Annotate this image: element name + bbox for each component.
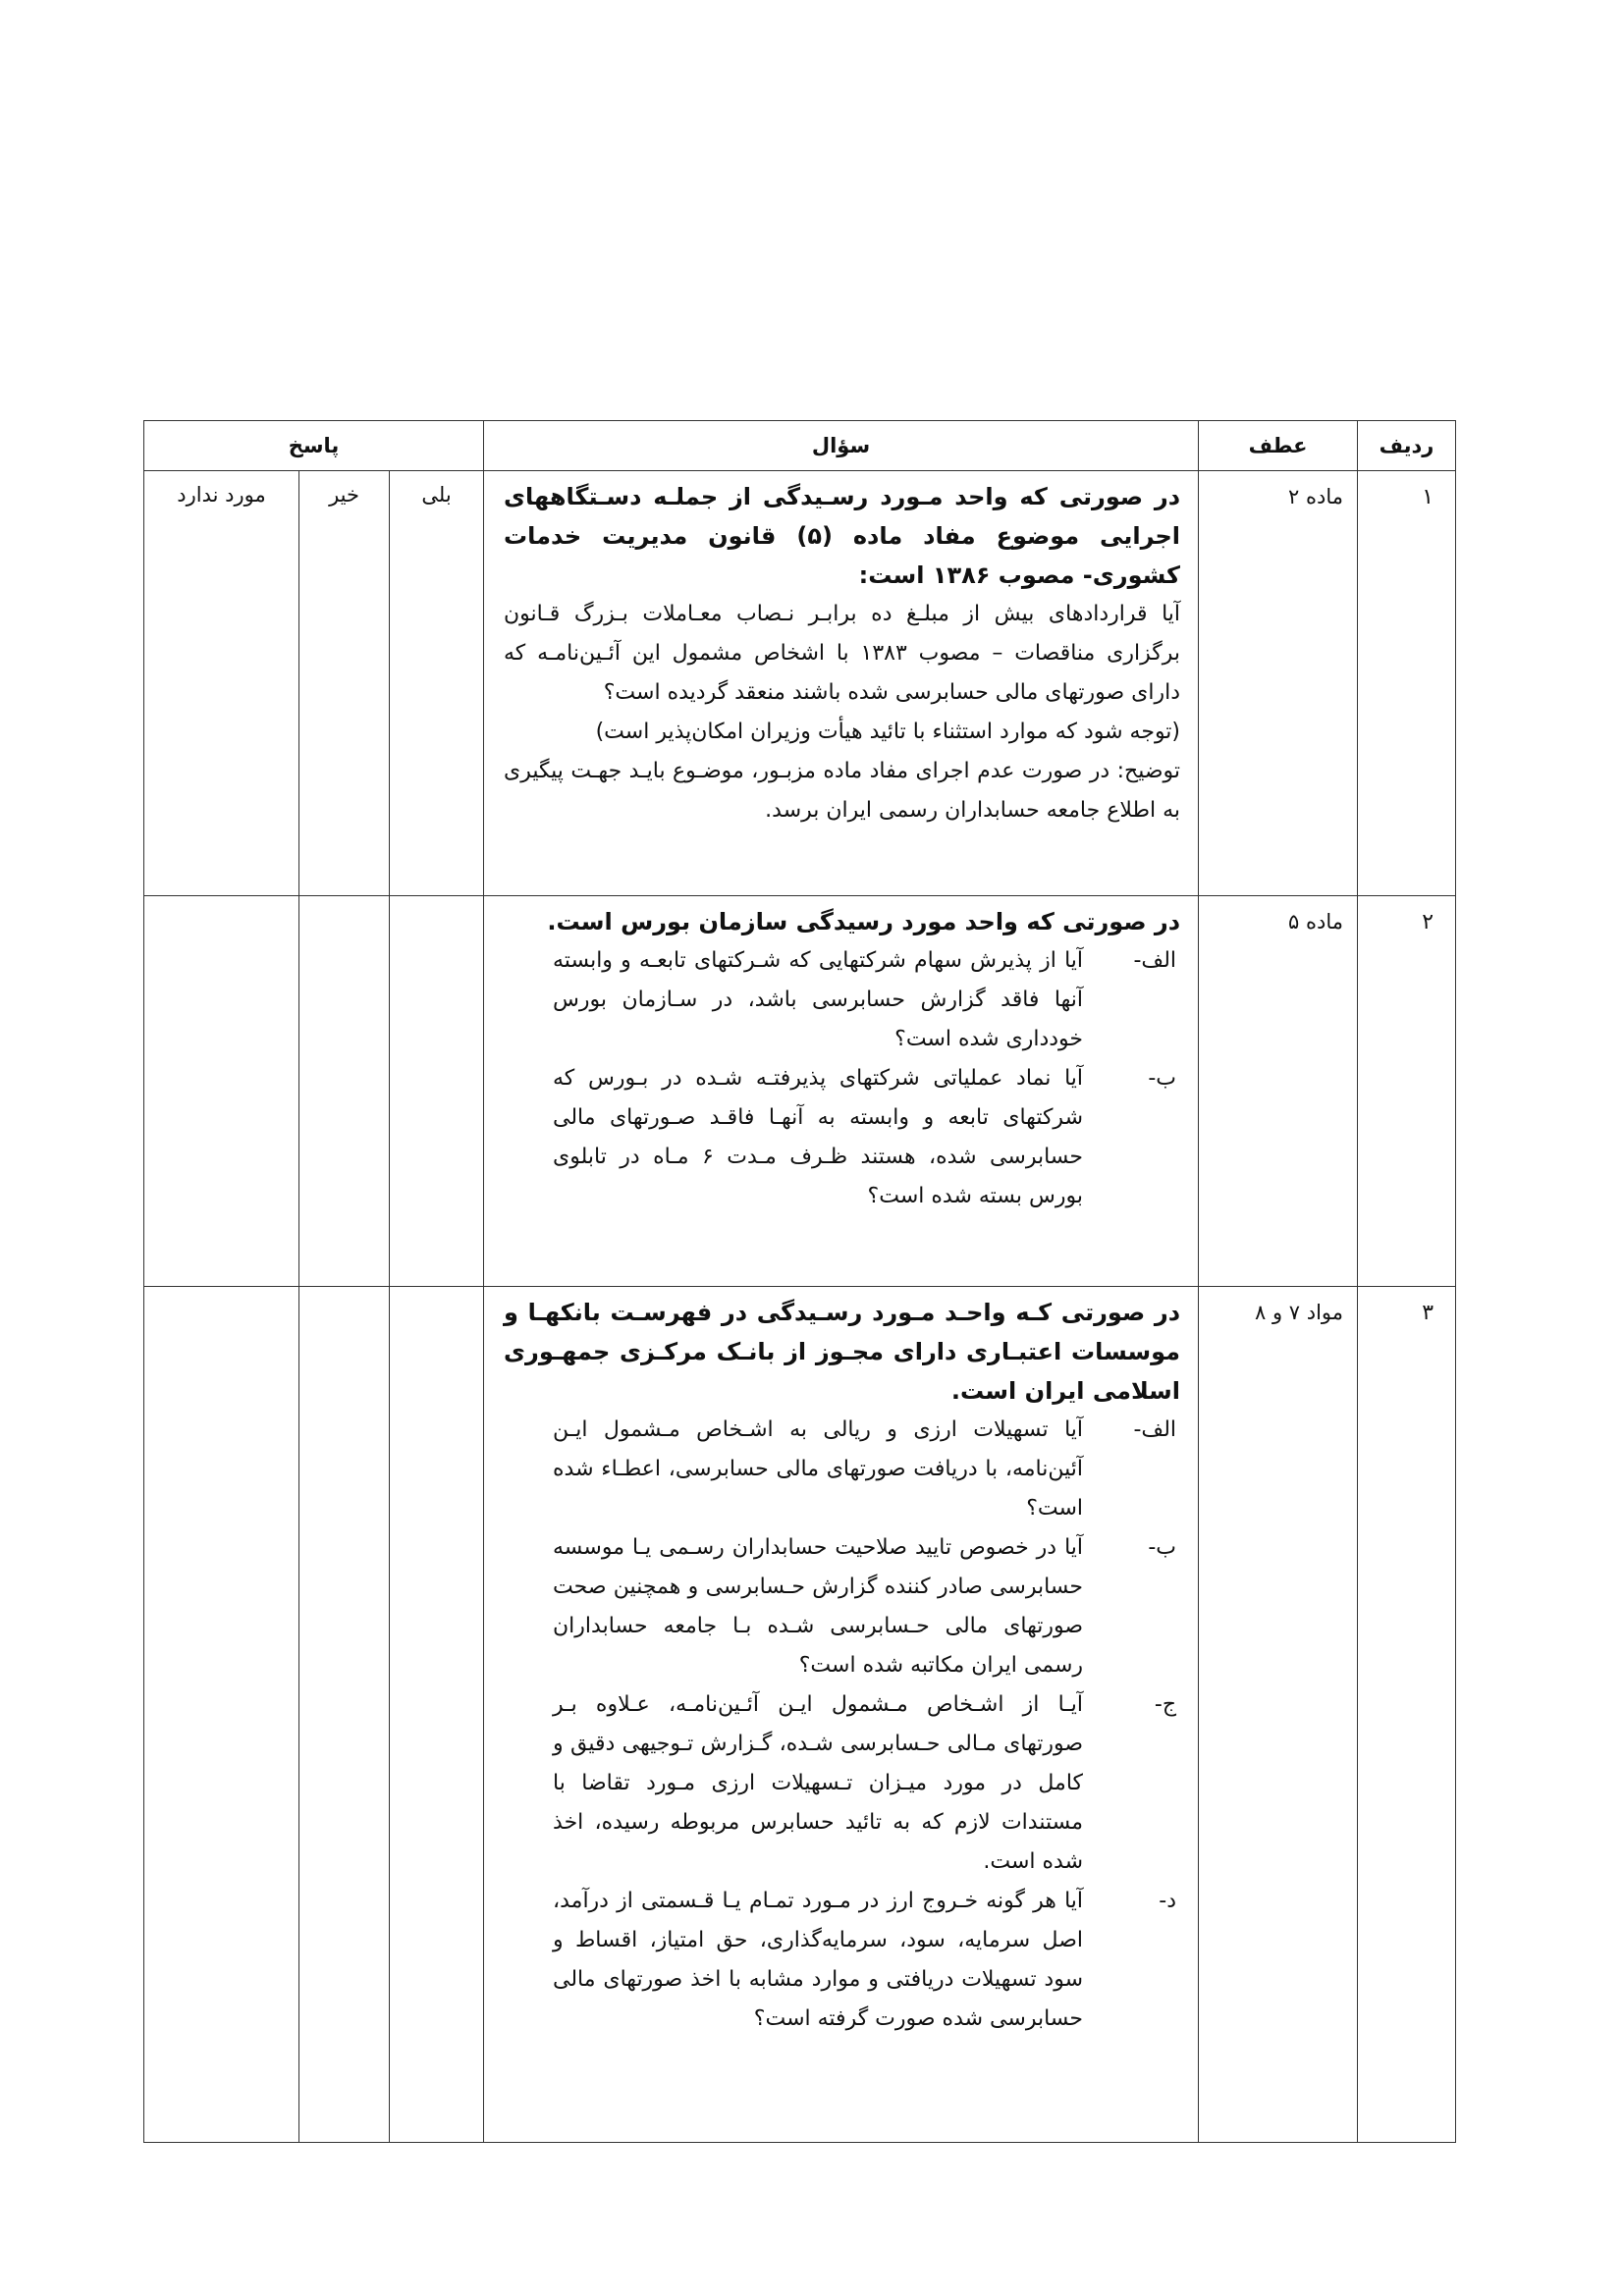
answer-yes-cell[interactable]: بلی xyxy=(390,471,484,896)
answer-na-cell[interactable]: مورد ندارد xyxy=(144,471,299,896)
question-body: آیا قراردادهای بیش از مبلـغ ده برابـر نـصاب معـاملات بـزرگ قـانون برگزاری مناقصات – مصوب ۱۳۸۳ با اشخاص مشمول این آئـین‌نامـه که دارای صورتهای مالی حسابرسی شده باشند منعقد گردیده است؟ xyxy=(504,602,1181,705)
sub-question xyxy=(504,1411,1180,1528)
question-lead: در صورتی که واحد مورد رسیدگی سازمان بورس است. xyxy=(547,908,1181,935)
row-number: ۲ xyxy=(1358,896,1456,1287)
header-ref: عطف xyxy=(1199,421,1358,471)
answer-na-cell[interactable] xyxy=(144,1287,299,2143)
question-cell xyxy=(484,471,1199,896)
table-row xyxy=(144,471,1456,896)
header-question: سؤال xyxy=(484,421,1199,471)
header-row-no: ردیف xyxy=(1358,421,1456,471)
table-row xyxy=(144,896,1456,1287)
table-row xyxy=(144,1287,1456,2143)
header-row xyxy=(144,421,1456,471)
answer-yes-cell[interactable] xyxy=(390,896,484,1287)
sub-question-text: آیا در خصوص تایید صلاحیت حسابداران رسـمی یـا موسسه حسابرسی صادر کننده گزارش حـسابرسی و همچنین صحت صورتهای مالی حـسابرسی شـده بـا جامعه حسابداران رسمی ایران مکاتبه شده است؟ xyxy=(553,1535,1084,1678)
sub-question-text: آیا نماد عملیاتی شرکتهای پذیرفتـه شـده در بـورس که شرکتهای تابعه و وابسته به آنهـا فاقـد صـورتهای مالی حسابرسی شده، هستند ظـرف مـدت ۶ مـاه در تابلوی بورس بسته شده است؟ xyxy=(553,1066,1084,1208)
question-lead: در صورتی که واحد مـورد رسـیدگی از جملـه دسـتگاههای اجرایی موضوع مفاد ماده (۵) قانون مدیریت خدمات کشوری- مصوب ۱۳۸۶ است: xyxy=(504,483,1181,589)
sub-question-label: ج- xyxy=(1154,1692,1177,1717)
answer-no-cell[interactable]: خیر xyxy=(299,471,390,896)
sub-question-text: آیـا از اشـخاص مـشمول ایـن آئـین‌نامـه، عـلاوه بـر صورتهای مـالی حـسابرسی شـده، گـزارش تـوجیهی دقیق و کامل در مورد میـزان تـسهیلات ارزی مـورد تقاضا با مستندات لازم که به تائید حسابرس مربوطه رسیده، اخذ شده است. xyxy=(553,1692,1084,1874)
row-reference: ماده ۲ xyxy=(1199,471,1358,896)
answer-no-cell[interactable] xyxy=(299,1287,390,2143)
sub-question xyxy=(504,1882,1180,2039)
sub-question xyxy=(504,941,1180,1059)
sub-question-text: آیا از پذیرش سهام شرکتهایی که شـرکتهای تابعـه و وابسته آنها فاقد گزارش حسابرسی باشد، در سـازمان بورس خودداری شده است؟ xyxy=(553,948,1084,1051)
question-lead: در صورتی کـه واحـد مـورد رسـیدگی در فهرسـت بانکهـا و موسسات اعتبـاری دارای مجـوز از بانـک مرکـزی جمهـوری اسلامی ایران است. xyxy=(504,1299,1181,1405)
audit-checklist-table xyxy=(143,420,1456,2143)
sub-question xyxy=(504,1059,1180,1216)
checklist-sheet xyxy=(143,420,1455,2143)
sub-question-label: ب- xyxy=(1148,1066,1177,1091)
sub-question-label: د- xyxy=(1159,1889,1177,1913)
sub-question xyxy=(504,1528,1180,1685)
question-cell xyxy=(484,896,1199,1287)
row-number: ۱ xyxy=(1358,471,1456,896)
row-reference: مواد ۷ و ۸ xyxy=(1199,1287,1358,2143)
sub-question-text: آیا تسهیلات ارزی و ریالی به اشـخاص مـشمول ایـن آئین‌نامه، با دریافت صورتهای مالی حسابرسی، اعطـاء شده است؟ xyxy=(553,1417,1084,1521)
sub-question-label: الف- xyxy=(1133,1417,1177,1442)
question-cell xyxy=(484,1287,1199,2143)
sub-question-label: الف- xyxy=(1133,948,1177,973)
sub-question-text: آیا هر گونه خـروج ارز در مـورد تمـام یـا قـسمتی از درآمد، اصل سرمایه، سود، سرمایه‌گذاری، حق امتیاز، اقساط و سود تسهیلات دریافتی و موارد مشابه با اخذ صورتهای مالی حسابرسی شده صورت گرفته است؟ xyxy=(553,1889,1084,2031)
row-number: ۳ xyxy=(1358,1287,1456,2143)
header-answer: پاسخ xyxy=(144,421,484,471)
sub-question xyxy=(504,1685,1180,1882)
question-note: (توجه شود که موارد استثناء با تائید هیأت وزیران امکان‌پذیر است) xyxy=(595,720,1181,744)
answer-no-cell[interactable] xyxy=(299,896,390,1287)
answer-yes-cell[interactable] xyxy=(390,1287,484,2143)
row-reference: ماده ۵ xyxy=(1199,896,1358,1287)
sub-question-label: ب- xyxy=(1148,1535,1177,1560)
question-explanation: توضیح: در صورت عدم اجرای مفاد ماده مزبـور، موضـوع بایـد جهـت پیگیری به اطلاع جامعه حسابداران رسمی ایران برسد. xyxy=(504,759,1181,823)
answer-na-cell[interactable] xyxy=(144,896,299,1287)
